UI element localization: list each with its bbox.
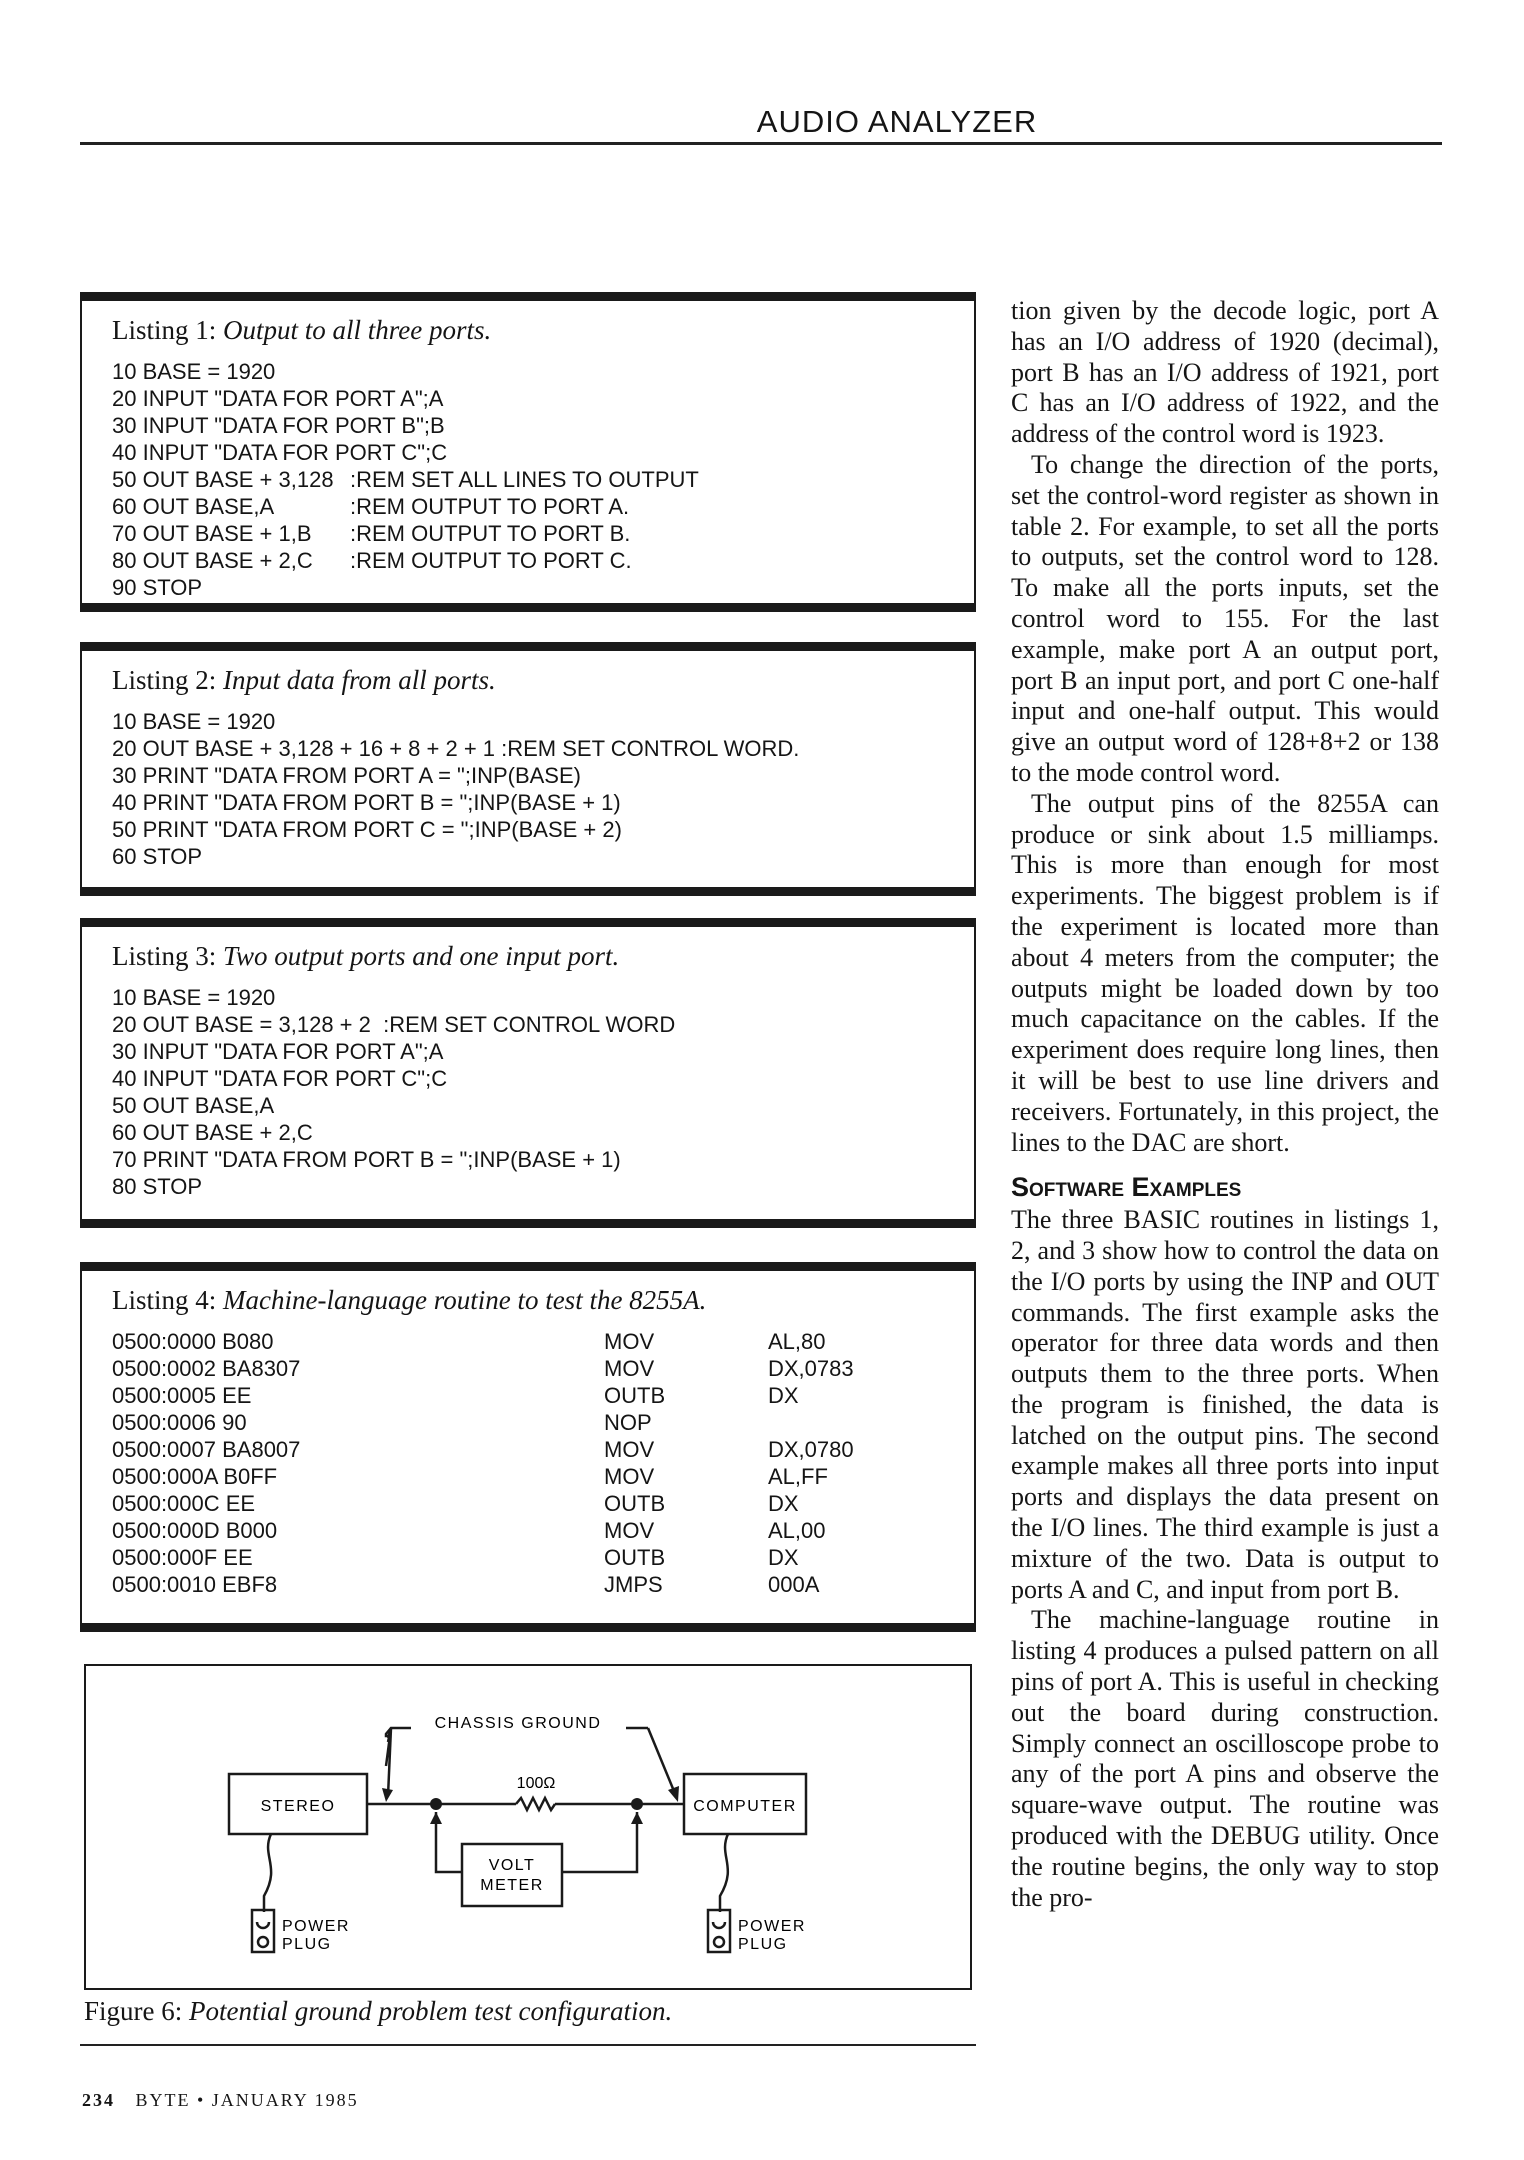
code-remark: :REM OUTPUT TO PORT A. [350,494,630,519]
listing-1-title [112,315,944,346]
listing-1 [80,292,976,612]
listing-4 [80,1262,976,1632]
meter-arrow-right [631,1812,643,1824]
asm-operand: AL,FF [768,1464,828,1489]
asm-row [112,1463,944,1490]
computer-plug-body [708,1910,730,1952]
asm-row [112,1328,944,1355]
asm-row [112,1571,944,1598]
asm-address-bytes: 0500:0006 90 [112,1410,247,1435]
body-column [1011,296,1439,1913]
body-paragraph-2: To change the direction of the ports, set the control-word register as shown in table 2. For example, to set all the ports to outputs, set the control word to 128. To make all the ports inputs, set the control word to 155. For the last example, make port A an output port, port B an input port, and port C one-half input and one-half output. This would give an output word of 128+8+2 or 138 to the mode control word. [1011,449,1439,787]
figure-6-box [84,1664,972,1990]
code-line [112,574,944,601]
listing-3 [80,918,976,1228]
code-line: 40 INPUT "DATA FOR PORT C";C [112,1066,448,1091]
asm-address-bytes: 0500:0010 EBF8 [112,1572,278,1597]
code-statement: 80 OUT BASE + 2,C [112,548,313,573]
resistor-label: 100Ω [516,1775,556,1792]
meter-label: METER [480,1877,544,1894]
asm-mnemonic: NOP [604,1410,652,1435]
code-statement: 50 OUT BASE + 3,128 [112,467,334,492]
listing-label: Listing 2: [112,665,217,695]
code-statement: 30 INPUT "DATA FOR PORT B";B [112,413,445,438]
code-line [112,520,944,547]
stereo-label: STEREO [260,1798,336,1815]
stereo-plug-label: PLUG [282,1936,332,1953]
body-paragraph-5: The machine-language routine in listing 4 produces a pulsed pattern on all pins of port A. This is useful in checking out the board during construction. Simply connect an oscilloscope probe to any of the port A pins and observe the square-wave output. The routine was produced with the DEBUG utility. Once the routine begins, the only way to stop the pro- [1011,1605,1439,1912]
code-line: 30 INPUT "DATA FOR PORT A";A [112,1039,444,1064]
asm-operand: DX,0780 [768,1437,854,1462]
asm-mnemonic: MOV [604,1329,655,1354]
figure-rule [80,2044,976,2046]
listing-2 [80,642,976,896]
code-line [112,493,944,520]
stereo-power-label: POWER [282,1918,350,1935]
asm-address-bytes: 0500:0002 BA8307 [112,1356,301,1381]
asm-mnemonic: MOV [604,1518,655,1543]
code-statement: 20 INPUT "DATA FOR PORT A";A [112,386,444,411]
computer-label: COMPUTER [693,1798,797,1815]
code-line [112,385,944,412]
asm-mnemonic: OUTB [604,1491,666,1516]
code-line: 30 PRINT "DATA FROM PORT A = ";INP(BASE) [112,763,581,788]
code-line: 10 BASE = 1920 [112,985,276,1010]
code-line: 50 OUT BASE,A [112,1093,275,1118]
asm-row [112,1409,944,1436]
asm-row [112,1355,944,1382]
figure-label: Figure 6: [84,1996,183,2026]
meter-lead-right [562,1812,637,1872]
junction-dot-left [430,1798,442,1810]
ground-arrow-right [668,1786,679,1802]
chassis-ground-right-arrow-line [648,1728,676,1796]
body-paragraph-4: The three BASIC routines in listings 1, 2, and 3 show how to control the data on the I/O ports by using the INP and OUT commands. The first example asks the operator for three data words and then outputs them to the three ports. When the program is finished, the data is latched on the output pins. The second example makes all three ports into input ports and displays the data present on the I/O lines. The third example is just a mixture of the two. Data is output to ports A and C, and input from port B. [1011,1205,1439,1604]
asm-address-bytes: 0500:000D B000 [112,1518,278,1543]
asm-address-bytes: 0500:000A B0FF [112,1464,278,1489]
code-line: 60 OUT BASE + 2,C [112,1120,313,1145]
listing-1-code [112,358,944,601]
listing-label: Listing 3: [112,941,217,971]
junction-dot-right [631,1798,643,1810]
code-statement: 60 OUT BASE,A [112,494,275,519]
asm-operand: AL,80 [768,1329,826,1354]
code-line: 70 PRINT "DATA FROM PORT B = ";INP(BASE + 1) [112,1147,621,1172]
listing-caption: Machine-language routine to test the 8255A. [223,1285,707,1315]
asm-row [112,1517,944,1544]
body-paragraph-1: tion given by the decode logic, port A has an I/O address of 1920 (decimal), port B has an I/O address of 1921, port C has an I/O address of 1922, and the address of the control word is 1923. [1011,296,1439,449]
asm-operand: AL,00 [768,1518,826,1543]
asm-mnemonic: OUTB [604,1545,666,1570]
computer-power-cord [720,1834,728,1912]
asm-operand: 000A [768,1572,820,1597]
code-remark: :REM OUTPUT TO PORT C. [350,548,632,573]
listing-label: Listing 4: [112,1285,217,1315]
asm-mnemonic: OUTB [604,1383,666,1408]
asm-row [112,1544,944,1571]
asm-operand: DX [768,1383,799,1408]
code-remark: :REM SET ALL LINES TO OUTPUT [350,467,699,492]
code-statement: 10 BASE = 1920 [112,359,276,384]
listing-caption: Two output ports and one input port. [223,941,620,971]
listing-caption: Input data from all ports. [223,665,496,695]
listing-3-title [112,941,944,972]
asm-mnemonic: JMPS [604,1572,663,1597]
body-paragraph-3: The output pins of the 8255A can produce or sink about 1.5 milliamps. This is more than enough for most experiments. The biggest problem is if the experiment is located more than about 4 meters from the computer; the outputs might be loaded down by too much capacitance on the cables. If the experiment does require long lines, then it will be best to use line drivers and receivers. Fortunately, in this project, the lines to the DAC are short. [1011,788,1439,1157]
code-line: 60 STOP [112,844,203,869]
page-number: 234 [82,2090,115,2110]
computer-plug-label: PLUG [738,1936,788,1953]
code-line [112,466,944,493]
listing-4-code [112,1328,944,1598]
code-line: 20 OUT BASE + 3,128 + 16 + 8 + 2 + 1 :REM SET CONTROL WORD. [112,736,800,761]
asm-address-bytes: 0500:000F EE [112,1545,253,1570]
page-footer [82,2090,359,2111]
resistor-zigzag [516,1798,555,1810]
asm-address-bytes: 0500:0000 B080 [112,1329,274,1354]
code-statement: 70 OUT BASE + 1,B [112,521,312,546]
code-line [112,358,944,385]
code-line: 80 STOP [112,1174,203,1199]
asm-row [112,1490,944,1517]
section-heading: Software Examples [1011,1172,1242,1203]
listing-2-title [112,665,944,696]
computer-power-label: POWER [738,1918,806,1935]
page-header-title: AUDIO ANALYZER [756,104,1038,139]
code-line: 20 OUT BASE = 3,128 + 2 :REM SET CONTROL WORD [112,1012,676,1037]
asm-operand: DX,0783 [768,1356,854,1381]
listing-2-code [112,708,944,870]
volt-label: VOLT [488,1857,536,1874]
listing-4-title [112,1285,944,1316]
meter-arrow-left [430,1812,442,1824]
listing-caption: Output to all three ports. [223,315,492,345]
voltmeter-box [462,1844,562,1906]
listing-label: Listing 1: [112,315,217,345]
asm-row [112,1436,944,1463]
asm-operand: DX [768,1491,799,1516]
code-statement: 40 INPUT "DATA FOR PORT C";C [112,440,448,465]
asm-row [112,1382,944,1409]
code-statement: 90 STOP [112,575,203,600]
chassis-ground-label: CHASSIS GROUND [434,1715,602,1732]
asm-address-bytes: 0500:0005 EE [112,1383,252,1408]
code-line [112,412,944,439]
asm-address-bytes: 0500:0007 BA8007 [112,1437,301,1462]
code-line: 40 PRINT "DATA FROM PORT B = ";INP(BASE + 1) [112,790,621,815]
ground-test-diagram [86,1666,970,1988]
magazine-issue: BYTE • JANUARY 1985 [135,2090,359,2110]
code-line [112,547,944,574]
stereo-power-cord [264,1834,271,1912]
code-line: 50 PRINT "DATA FROM PORT C = ";INP(BASE + 2) [112,817,622,842]
ground-arrow-left [382,1788,393,1802]
code-remark: :REM OUTPUT TO PORT B. [350,521,631,546]
asm-mnemonic: MOV [604,1464,655,1489]
code-line [112,439,944,466]
figure-caption-text: Potential ground problem test configuration. [189,1996,673,2026]
listing-3-code [112,984,944,1200]
asm-operand: DX [768,1545,799,1570]
asm-mnemonic: MOV [604,1437,655,1462]
header-rule [80,142,1442,145]
asm-address-bytes: 0500:000C EE [112,1491,256,1516]
code-line: 10 BASE = 1920 [112,709,276,734]
stereo-plug-body [252,1910,274,1952]
figure-caption [84,1996,672,2027]
asm-mnemonic: MOV [604,1356,655,1381]
